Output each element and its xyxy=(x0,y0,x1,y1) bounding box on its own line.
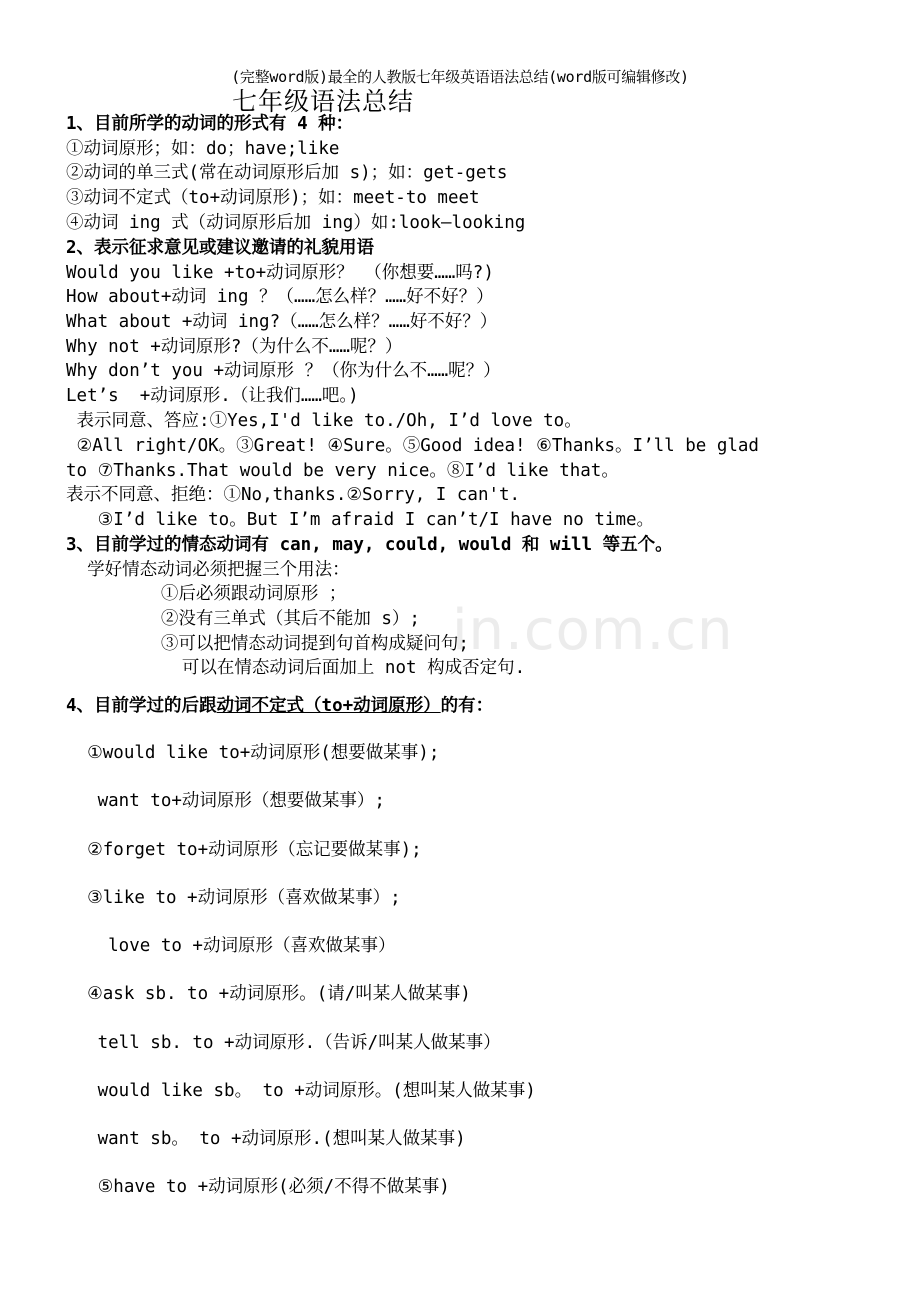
section4-item: ③like to +动词原形（喜欢做某事）; xyxy=(66,888,401,908)
section2-item: to ⑦Thanks.That would be very nice。⑧I’d like that。 xyxy=(66,461,619,481)
section4-heading-underlined: 动词不定式（to+动词原形） xyxy=(216,696,441,716)
section2-item: Would you like +to+动词原形？ （你想要……吗?) xyxy=(66,263,494,283)
section4-item: want to+动词原形（想要做某事）; xyxy=(66,791,385,811)
section4-item: ⑤have to +动词原形(必须/不得不做某事) xyxy=(66,1177,450,1197)
section3-item: 可以在情态动词后面加上 not 构成否定句. xyxy=(66,658,526,678)
section4-item: would like sb。 to +动词原形。(想叫某人做某事) xyxy=(66,1081,536,1101)
section4-item: love to +动词原形（喜欢做某事） xyxy=(66,936,396,956)
section1-item: ②动词的单三式(常在动词原形后加 s)；如：get-gets xyxy=(66,163,508,183)
section2-item: 表示同意、答应:①Yes,I'd like to./Oh, I’d love to。 xyxy=(66,411,582,431)
section2-item: 表示不同意、拒绝：①No,thanks.②Sorry, I can't. xyxy=(66,485,521,505)
section4-item: ①would like to+动词原形(想要做某事); xyxy=(66,743,440,763)
watermark: in.com.cn xyxy=(452,598,734,663)
section2-item: Let’s +动词原形.（让我们……吧。) xyxy=(66,386,359,406)
section1-heading: 1、目前所学的动词的形式有 4 种： xyxy=(66,114,354,134)
section3-item: ③可以把情态动词提到句首构成疑问句; xyxy=(66,634,469,654)
section3-item: ②没有三单式（其后不能加 s）; xyxy=(66,609,420,629)
section2-item: How about+动词 ing ？（……怎么样？……好不好？） xyxy=(66,287,494,307)
section2-heading: 2、表示征求意见或建议邀请的礼貌用语 xyxy=(66,238,375,258)
section4-heading-post: 的有： xyxy=(440,696,494,716)
section3-item: ①后必须跟动词原形 ； xyxy=(66,584,347,604)
section4-item: tell sb. to +动词原形.（告诉/叫某人做某事） xyxy=(66,1033,501,1053)
section1-item: ④动词 ing 式（动词原形后加 ing）如:look—looking xyxy=(66,213,526,233)
section4-heading-pre: 4、目前学过的后跟 xyxy=(66,696,217,716)
page-header: (完整word版)最全的人教版七年级英语语法总结(word版可编辑修改) xyxy=(231,68,689,86)
page-title: 七年级语法总结 xyxy=(232,87,415,116)
section2-item: What about +动词 ing?（……怎么样？……好不好？） xyxy=(66,312,498,332)
section2-item: Why not +动词原形?（为什么不……呢？） xyxy=(66,337,403,357)
section4-item: ④ask sb. to +动词原形。(请/叫某人做某事) xyxy=(66,984,471,1004)
section4-item: ②forget to+动词原形（忘记要做某事); xyxy=(66,840,422,860)
section2-item: Why don’t you +动词原形 ？（你为什么不……呢？） xyxy=(66,361,501,381)
section4-heading xyxy=(66,695,493,717)
section1-item: ①动词原形；如：do；have;like xyxy=(66,139,340,159)
section1-item: ③动词不定式（to+动词原形)；如：meet-to meet xyxy=(66,188,480,208)
section3-item: 学好情态动词必须把握三个用法： xyxy=(66,560,350,580)
section4-item: want sb。 to +动词原形.(想叫某人做某事) xyxy=(66,1129,466,1149)
section2-item: ③I’d like to。But I’m afraid I can’t/I have no time。 xyxy=(66,510,655,530)
section2-item: ②All right/OK。③Great! ④Sure。⑤Good idea! ⑥Thanks。I’ll be glad xyxy=(66,436,759,456)
section3-heading: 3、目前学过的情态动词有 can, may, could, would 和 will 等五个。 xyxy=(66,535,673,555)
